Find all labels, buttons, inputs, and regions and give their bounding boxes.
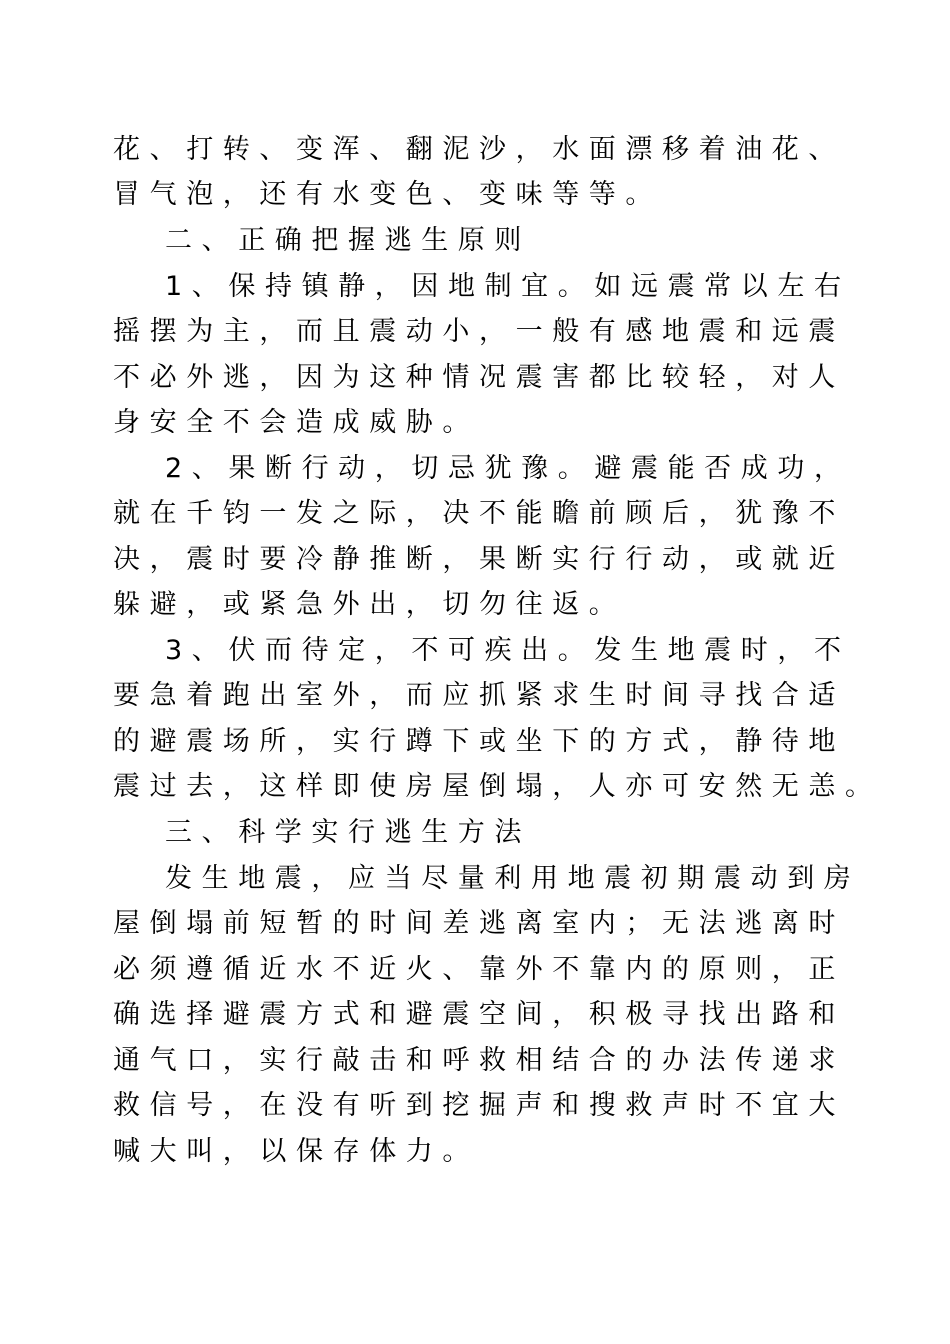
- text-line: 冒气泡，还有水变色、变味等等。: [113, 179, 662, 210]
- text-line: 震过去，这样即使房屋倒塌，人亦可安然无恙。: [113, 771, 882, 802]
- text-line: 3、伏而待定，不可疾出。发生地震时，不: [165, 635, 851, 666]
- text-line: 不必外逃，因为这种情况震害都比较轻，对人: [113, 362, 845, 393]
- text-line: 躲避，或紧急外出，切勿往返。: [113, 589, 626, 620]
- text-line: 决，震时要冷静推断，果断实行行动，或就近: [113, 544, 845, 575]
- text-line: 屋倒塌前短暂的时间差逃离室内；无法逃离时: [113, 908, 845, 939]
- text-line: 要急着跑出室外，而应抓紧求生时间寻找合适: [113, 680, 845, 711]
- text-line: 通气口，实行敲击和呼救相结合的办法传递求: [113, 1045, 845, 1076]
- text-line: 1、保持镇静，因地制宜。如远震常以左右: [165, 271, 851, 302]
- text-line: 花、打转、变浑、翻泥沙，水面漂移着油花、: [113, 134, 845, 165]
- text-line: 2、果断行动，切忌犹豫。避震能否成功，: [165, 453, 851, 484]
- text-line: 喊大叫，以保存体力。: [113, 1136, 479, 1167]
- section-heading: 三、科学实行逃生方法: [165, 817, 531, 848]
- text-line: 发生地震，应当尽量利用地震初期震动到房: [165, 863, 861, 894]
- text-line: 摇摆为主，而且震动小，一般有感地震和远震: [113, 316, 845, 347]
- text-line: 的避震场所，实行蹲下或坐下的方式，静待地: [113, 726, 845, 757]
- text-line: 确选择避震方式和避震空间，积极寻找出路和: [113, 999, 845, 1030]
- text-line: 救信号，在没有听到挖掘声和搜救声时不宜大: [113, 1090, 845, 1121]
- text-line: 必须遵循近水不近火、靠外不靠内的原则，正: [113, 954, 845, 985]
- text-line: 就在千钧一发之际，决不能瞻前顾后，犹豫不: [113, 498, 845, 529]
- text-line: 身安全不会造成威胁。: [113, 407, 479, 438]
- section-heading: 二、正确把握逃生原则: [165, 225, 531, 256]
